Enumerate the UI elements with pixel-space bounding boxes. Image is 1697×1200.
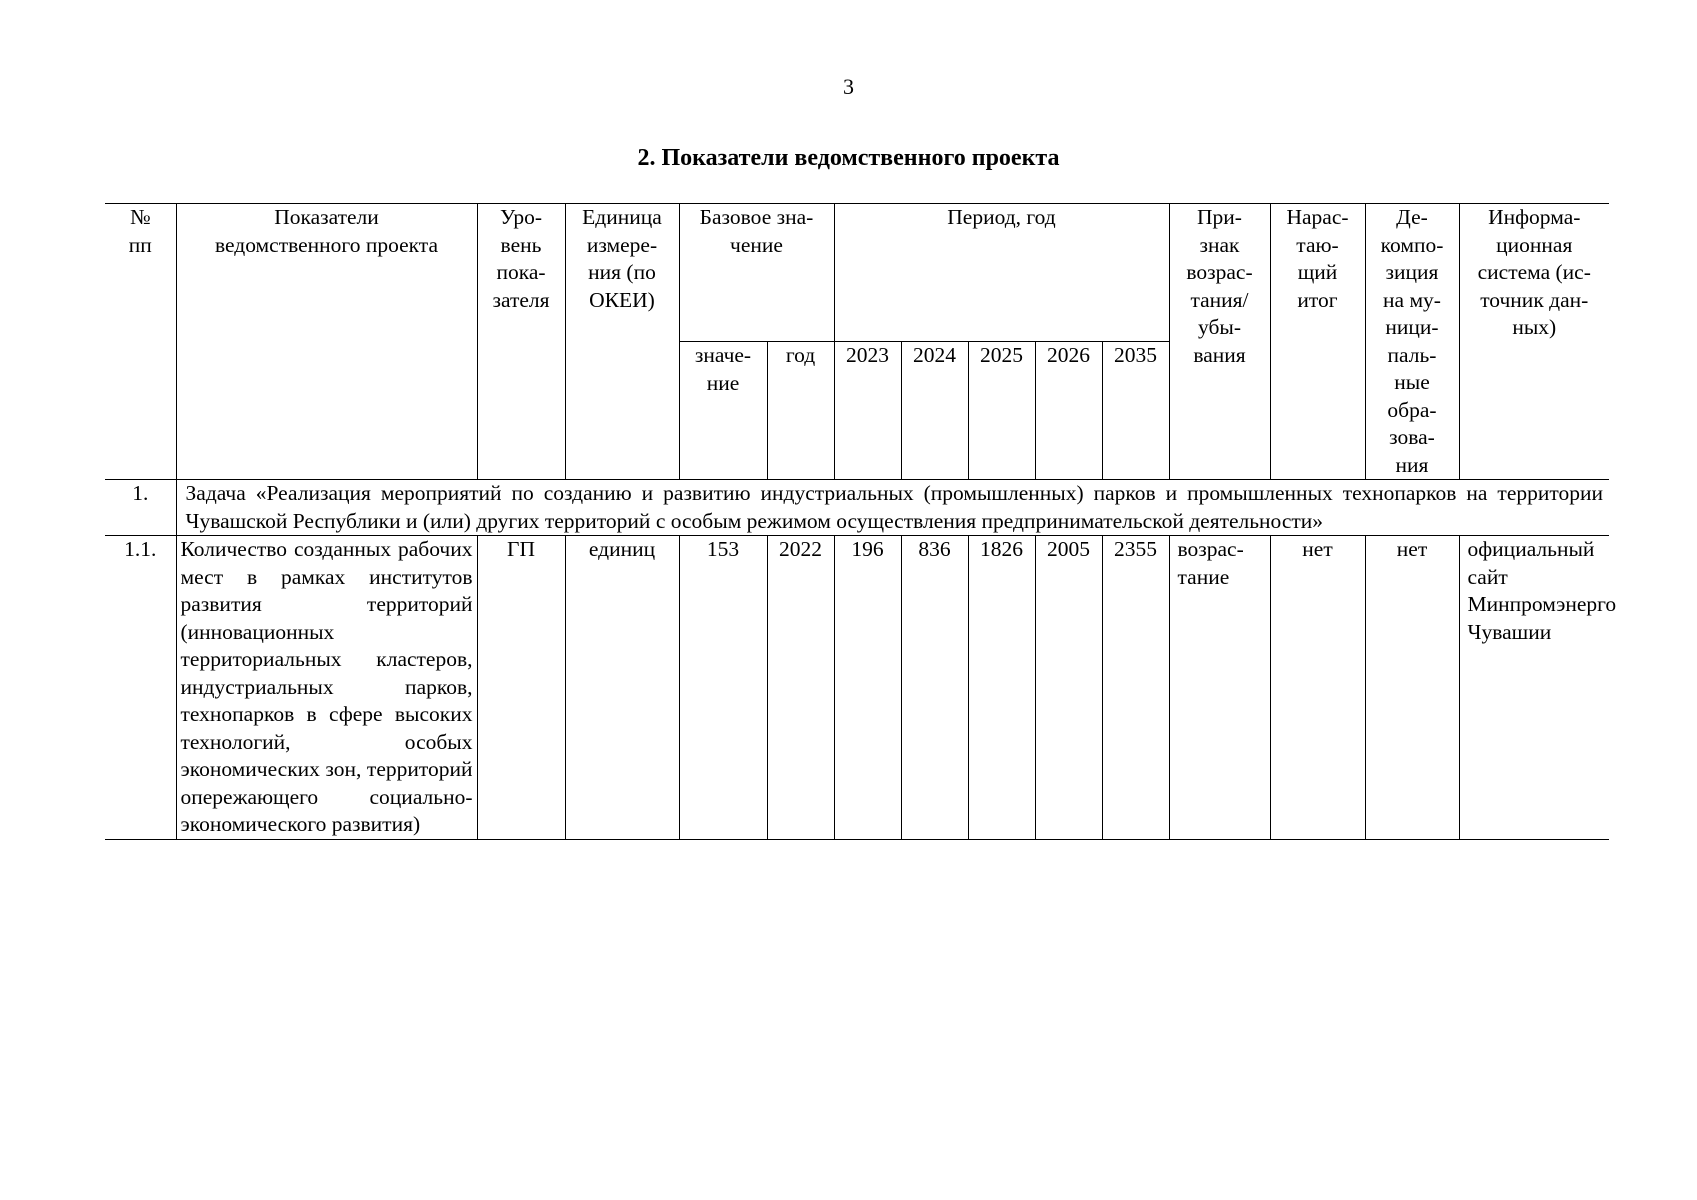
header-num: № пп <box>105 204 176 480</box>
row-base-year: 2022 <box>767 536 834 840</box>
header-indicator: Показатели ведомственного проекта <box>176 204 477 480</box>
header-year-2035: 2035 <box>1102 342 1169 480</box>
header-decomposition: Де- компо- зиция на му- ници- паль- ные обра- зова- ния <box>1365 204 1459 480</box>
row-indicator: Количество созданных рабочих мест в рамках институтов развития территорий (инновационных территориальных кластеров, индустриальных парков, технопарков в сфере высоких технологий, особых экономических зон, территорий опережающего социально-экономического развития) <box>176 536 477 840</box>
header-year-2026: 2026 <box>1035 342 1102 480</box>
row-info-system: официальный сайт Минпромэнерго Чувашии <box>1459 536 1609 840</box>
header-year-2024: 2024 <box>901 342 968 480</box>
page-number: 3 <box>843 74 854 99</box>
row-value-2024: 836 <box>901 536 968 840</box>
header-row-1 <box>105 204 1609 342</box>
header-trend: При- знак возрас- тания/ убы- вания <box>1169 204 1270 480</box>
indicators-table <box>105 203 1617 840</box>
header-period: Период, год <box>834 204 1169 342</box>
row-value-2026: 2005 <box>1035 536 1102 840</box>
section-title: 2. Показатели ведомственного проекта <box>637 145 1060 171</box>
task-row <box>105 480 1609 536</box>
header-year-2025: 2025 <box>968 342 1035 480</box>
row-value-2025: 1826 <box>968 536 1035 840</box>
row-cumulative: нет <box>1270 536 1365 840</box>
header-cumulative: Нарас- таю- щий итог <box>1270 204 1365 480</box>
header-base-value: значе- ние <box>679 342 767 480</box>
task-text: Задача «Реализация мероприятий по созданию и развитию индустриальных (промышленных) парков и промышленных технопарков на территории Чувашской Республики и (или) других территорий с особым режимом осуществления предпринимательской деятельности» <box>176 480 1609 536</box>
row-level: ГП <box>477 536 565 840</box>
row-decomposition: нет <box>1365 536 1459 840</box>
header-info-system: Информа- ционная система (ис- точник дан- ных) <box>1459 204 1609 480</box>
header-unit: Единица измере- ния (по ОКЕИ) <box>565 204 679 480</box>
header-base: Базовое зна- чение <box>679 204 834 342</box>
task-num: 1. <box>105 480 176 536</box>
header-year-2023: 2023 <box>834 342 901 480</box>
row-value-2023: 196 <box>834 536 901 840</box>
row-num: 1.1. <box>105 536 176 840</box>
row-base-value: 153 <box>679 536 767 840</box>
header-base-year: год <box>767 342 834 480</box>
row-unit: единиц <box>565 536 679 840</box>
header-level: Уро- вень пока- зателя <box>477 204 565 480</box>
table-row <box>105 536 1609 840</box>
row-value-2035: 2355 <box>1102 536 1169 840</box>
row-trend: возрас- тание <box>1169 536 1270 840</box>
